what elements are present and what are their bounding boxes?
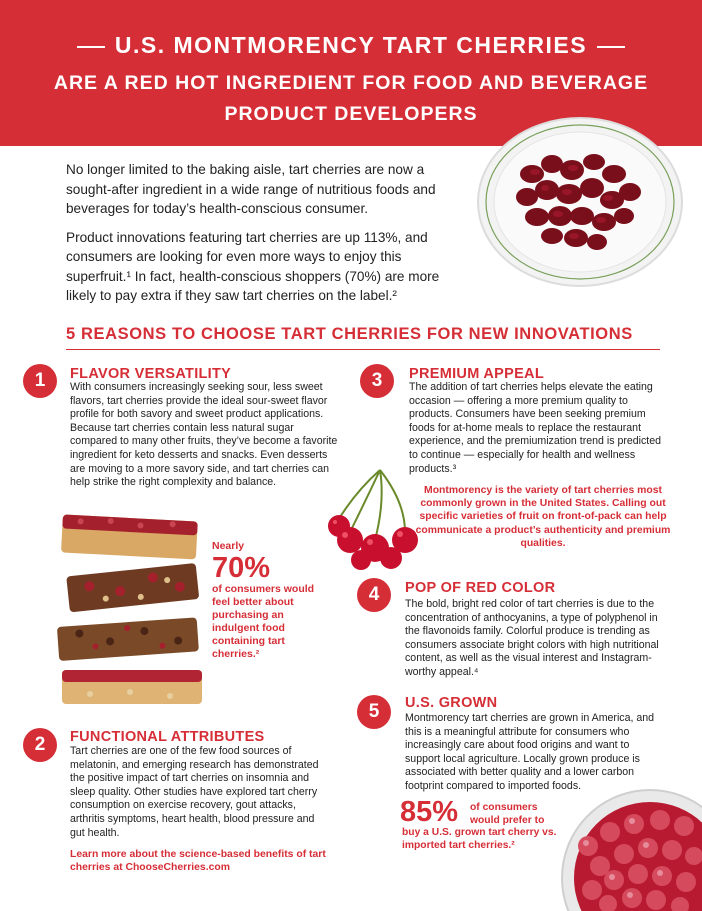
- reason-2-number-badge: 2: [23, 728, 57, 762]
- reason-4-title: POP OF RED COLOR: [405, 580, 556, 596]
- stat-85-text-2: buy a U.S. grown tart cherry vs. imported tart cherries.²: [402, 827, 557, 851]
- cherry-bars-image: [50, 510, 210, 710]
- reason-4-body: The bold, bright red color of tart cherries is due to the concentration of anthocyanins, a type of polyphenol in the flavonoids family. Colorful produce is trending as consumers associate bright colors with high nutritional content, as well as the visual interest and Instagram-worthy appeal.⁴: [405, 598, 659, 678]
- learn-more-link[interactable]: Learn more about the science-based benefits of tart cherries at ChooseCherries.com: [70, 849, 326, 874]
- header-subtitle-line-1: ARE A RED HOT INGREDIENT FOR FOOD AND BEVERAGE: [53, 72, 649, 94]
- header-subtitle-line-2: PRODUCT DEVELOPERS: [224, 103, 478, 125]
- section-divider: [66, 349, 660, 350]
- intro-paragraph-2: Product innovations featuring tart cherries are up 113%, and consumers are looking for even more ways to enjoy this superfruit.¹ In fact, health-conscious shoppers (70%) are more likely to pay extra if they saw tart cherries on the label.²: [66, 229, 440, 303]
- stat-70-prefix: Nearly: [212, 540, 245, 552]
- reason-3-body: The addition of tart cherries helps elevate the eating occasion — offering a more premium quality to products. Consumers have been seeking premium foods for at-home meals to replace the restaurant experience, and the premiumization trend is predicted to continue — especially for health and wellness products.³: [409, 381, 662, 475]
- title-dash-left: [77, 46, 105, 48]
- section-title: 5 REASONS TO CHOOSE TART CHERRIES FOR NEW INNOVATIONS: [66, 325, 633, 343]
- reason-1-number-badge: 1: [23, 364, 57, 398]
- reason-5-number-badge: 5: [357, 695, 391, 729]
- montmorency-callout: Montmorency is the variety of tart cherries most commonly grown in the United States. Calling out specific varieties of fruit on front-of-pack can help communicate a product’s authenticity and premium qualities.: [415, 485, 671, 549]
- frozen-cherries-bowl-image: [548, 786, 702, 911]
- reason-3-title: PREMIUM APPEAL: [409, 366, 544, 382]
- intro-paragraph-1: No longer limited to the baking aisle, tart cherries are now a sought-after ingredient in a wide range of nutritious foods and beverages for today’s health-conscious consumer.: [66, 162, 436, 216]
- reason-2-title: FUNCTIONAL ATTRIBUTES: [70, 729, 265, 745]
- stat-70-text: of consumers would feel better about purchasing an indulgent food containing tart cherries.²: [212, 583, 315, 660]
- dried-cherries-plate-image: [472, 112, 686, 290]
- title-dash-right: [597, 46, 625, 48]
- reason-2-body: Tart cherries are one of the few food sources of melatonin, and emerging research has demonstrated the positive impact of tart cherries on insomnia and sleep quality. Other studies have explored tart cherry consumption on exercise recovery, gout attacks, arthritis symptoms, heart health, blood pressure and gut health.: [70, 745, 319, 839]
- header-title: U.S. MONTMORENCY TART CHERRIES: [114, 32, 588, 58]
- reason-3-number-badge: 3: [360, 364, 394, 398]
- reason-1-body: With consumers increasingly seeking sour, less sweet flavors, tart cherries provide the ideal sour-sweet flavor profile for both savory and sweet product applications. Because tart cherries contain less natural sugar compared to many other fruits, they’ve become a favorite ingredient for keto desserts and snacks. Even desserts are moving to a more savory side, and tart cherries can help strike the right complexity and balance.: [70, 381, 338, 489]
- stat-70-value: 70%: [212, 552, 271, 584]
- stat-85-text-1: of consumers would prefer to: [470, 802, 545, 826]
- reason-1-title: FLAVOR VERSATILITY: [70, 366, 232, 382]
- reason-5-body: Montmorency tart cherries are grown in America, and this is a meaningful attribute for consumers who increasingly care about food origins and want to support local agriculture. Locally grown produce is associated with better quality and a lower carbon footprint compared to imported foods.: [405, 712, 655, 792]
- stat-85-value: 85%: [400, 796, 459, 828]
- reason-4-number-badge: 4: [357, 578, 391, 612]
- stat-70-percent: [212, 540, 322, 661]
- reason-5-title: U.S. GROWN: [405, 695, 498, 711]
- intro-text: [66, 160, 466, 315]
- header-title-line: [0, 32, 702, 59]
